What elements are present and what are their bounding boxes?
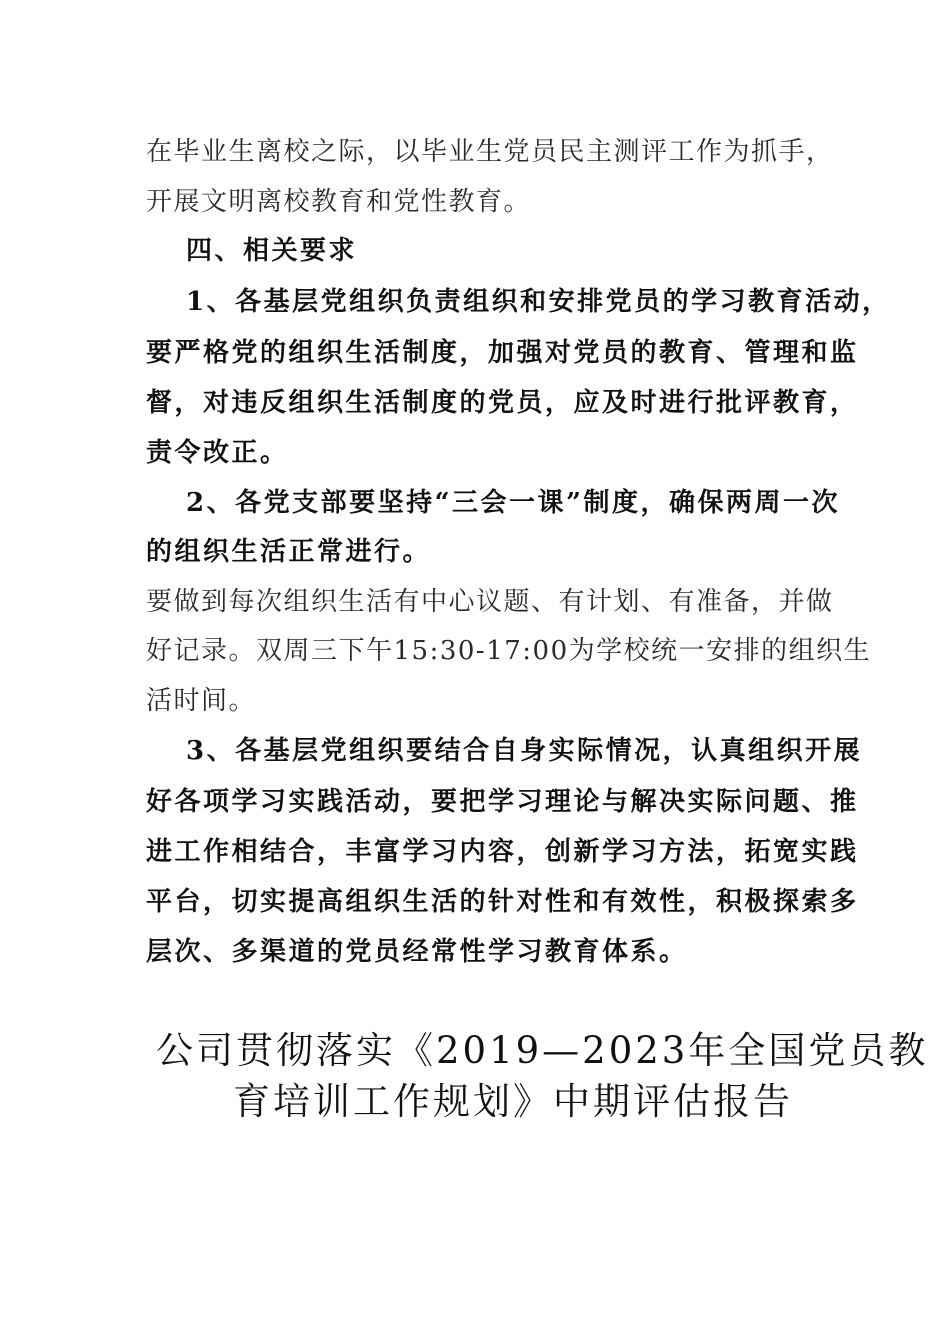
item2-line-1: 2、各党支部要坚持“三会一课”制度，确保两周一次 <box>186 488 841 518</box>
item1-line-4: 责令改正。 <box>146 438 289 468</box>
item2-line-4: 好记录。双周三下午15:30-17:00为学校统一安排的组织生 <box>146 636 872 666</box>
intro-line-2: 开展文明离校教育和党性教育。 <box>146 187 532 217</box>
report-title-line-1: 公司贯彻落实《2019—2023年全国党员教 <box>156 1029 929 1072</box>
item3-line-4: 平台，切实提高组织生活的针对性和有效性，积极探索多 <box>146 887 859 917</box>
item1-line-1: 1、各基层党组织负责组织和安排党员的学习教育活动， <box>186 287 891 317</box>
intro-line-1: 在毕业生离校之际，以毕业生党员民主测评工作为抓手， <box>146 137 834 167</box>
item2-line-2: 的组织生活正常进行。 <box>146 537 432 567</box>
item2-line-3: 要做到每次组织生活有中心议题、有计划、有准备，并做 <box>146 587 834 617</box>
item1-line-3: 督，对违反组织生活制度的党员，应及时进行批评教育， <box>146 388 859 418</box>
item3-line-3: 进工作相结合，丰富学习内容，创新学习方法，拓宽实践 <box>146 837 859 867</box>
item3-line-2: 好各项学习实践活动，要把学习理论与解决实际问题、推 <box>146 787 859 817</box>
item1-line-2: 要严格党的组织生活制度，加强对党员的教育、管理和监 <box>146 338 859 368</box>
item2-line-5: 活时间。 <box>146 686 257 716</box>
item3-line-1: 3、各基层党组织要结合自身实际情况，认真组织开展 <box>186 736 863 766</box>
section-heading: 四、相关要求 <box>186 236 358 266</box>
item3-line-5: 层次、多渠道的党员经常性学习教育体系。 <box>146 937 688 967</box>
report-title-line-2: 育培训工作规划》中期评估报告 <box>233 1080 793 1123</box>
